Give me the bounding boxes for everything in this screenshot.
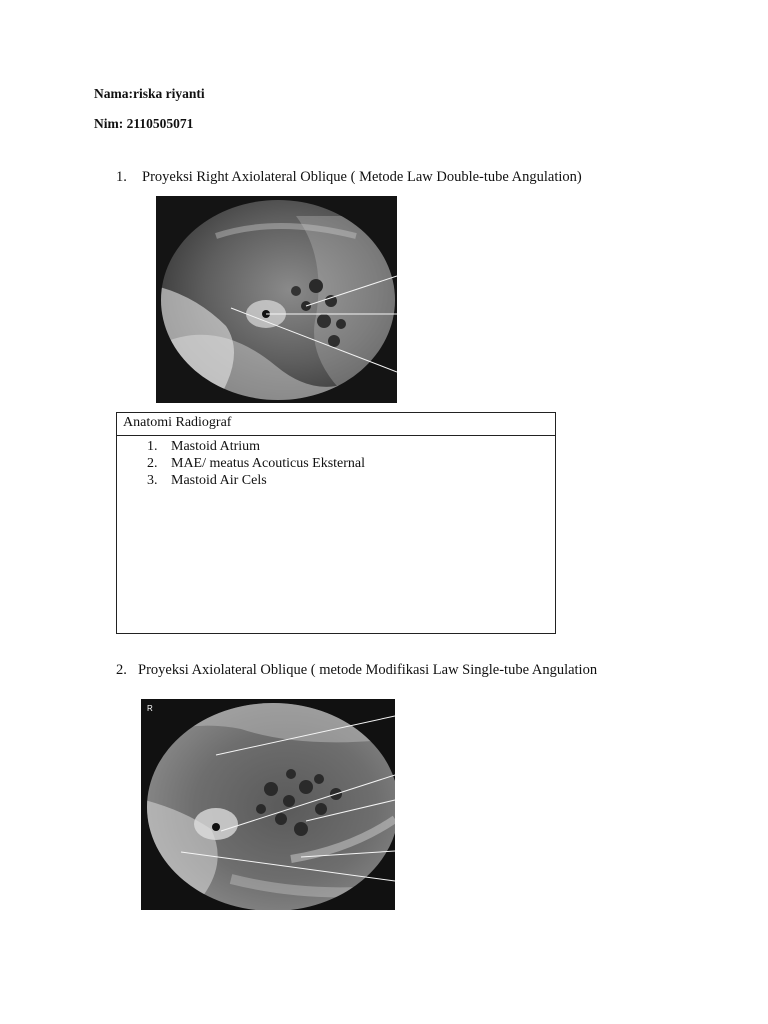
anatomy-table-header: Anatomi Radiograf: [117, 413, 555, 436]
radiograph-1-image: [156, 196, 397, 403]
item-2-number: 2.: [116, 662, 127, 678]
anatomy-table: [116, 412, 556, 634]
item-1-number: 1.: [116, 169, 127, 185]
student-name: Nama:riska riyanti: [94, 86, 205, 101]
anatomy-item-number: 1.: [147, 439, 158, 454]
anatomy-list: [117, 438, 555, 489]
anatomy-list-item: [147, 438, 555, 455]
anatomy-list-item: [147, 455, 555, 472]
anatomy-item-number: 3.: [147, 473, 158, 488]
radiograph-1: [156, 196, 397, 403]
student-nim: Nim: 2110505071: [94, 116, 194, 131]
radiograph-marker: R: [147, 704, 153, 713]
item-2-heading: [116, 662, 597, 679]
anatomy-item-label: Mastoid Air Cels: [171, 473, 267, 488]
anatomy-item-number: 2.: [147, 456, 158, 471]
anatomy-item-label: MAE/ meatus Acouticus Eksternal: [171, 456, 366, 471]
item-2-title: Proyeksi Axiolateral Oblique ( metode Modifikasi Law Single-tube Angulation: [138, 662, 598, 678]
item-1-heading: [116, 169, 582, 186]
anatomy-list-item: [147, 472, 555, 489]
radiograph-2-image: [141, 699, 395, 910]
anatomy-item-label: Mastoid Atrium: [171, 439, 261, 454]
radiograph-2: [141, 699, 395, 910]
item-1-title: Proyeksi Right Axiolateral Oblique ( Metode Law Double-tube Angulation): [142, 169, 582, 185]
